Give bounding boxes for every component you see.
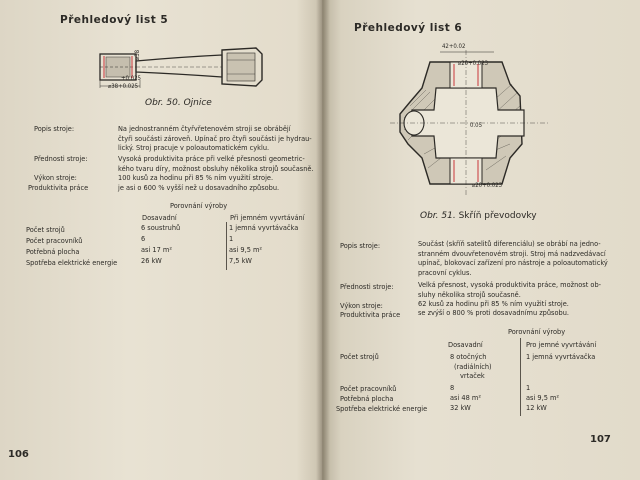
left-label-output: Výkon stroje: [34,174,77,182]
left-text-productivity: je asi o 600 % vyšší než u dosavadního způsobu. [118,184,280,192]
right-text-productivity: se zvýší o 800 % proti dosavadnímu způsobu. [418,309,569,317]
left-text-advantages: Vysoká produktivita práce při velké přesnosti geometric- kého tvaru díry, možnost obsluhy několika strojů současně. [118,155,314,173]
right-comparison-col1: Dosavadní [448,341,483,349]
left-comparison-col2: Při jemném vyvrtávání [230,214,305,222]
dimension-label-bottom: ⌀38+0.025 [108,83,139,90]
right-figure-caption: Obr. 51. Skříň převodovky [420,211,537,221]
left-page-header: Přehledový list 5 [60,14,169,26]
dimension-label-upper-bore: ⌀20+0.023 [458,60,489,67]
right-label-output: Výkon stroje: [340,302,383,310]
right-page-number: 107 [590,434,611,445]
right-text-advantages: Velká přesnost, vysoká produktivita práce, možnost ob- sluhy několika strojů současně. [418,281,602,299]
left-comparison-title: Porovnání výroby [170,202,228,210]
left-page: Přehledový list 5 +0.025 ⌀38 ⌀38+0.025 Obr. 50. Ojnice Popis stroje: Na jednostranném čtyřvřetenovém stroji se obrábějí čtyři součásti zároveň. Upínač pro čtyři součásti je hydrau- lický. Stroj pracuje v poloautomatickém cyklu. Přednosti stroje: Vysoká produktivita práce při velké přesnosti geometric- kého tvaru díry, možnost obsluhy několika strojů současně. Výkon stroje: 100 kusů za hodinu při 85 % ním využití stroje. Produktivita práce je asi o 600 % vyšší než u dosavadního způsobu. Porovnání výroby Dosavadní Při jemném vyvrtávání Počet strojů 6 soustruhů 1 jemná vyvrtávačka Počet pracovníků 6 1 Potřebná plocha asi 17 m² asi 9,5 m² Spotřeba elektrické energie 26 kW 7,5 kW 106 [0,0,322,480]
right-comparison-title: Porovnání výroby [508,328,566,336]
dimension-label-center: 0.05 [470,122,483,129]
left-comparison-col1: Dosavadní [142,214,177,222]
right-page: Přehledový list 6 42+0.02 ⌀20+0.023 0.05 ⌀20+0.023 Obr. 51. Skříň převodovky Popis stroje: Součást (skříň satelitů diferenciálu) se obrábí na jedno- stranném dvouvřetenovém stroji. Stroj má nadzvedávací upínač, blokovací zařízení pro nástroje a poloautomatický pracovní cyklus. Přednosti stroje: Velká přesnost, vysoká produktivita práce, možnost ob- sluhy několika strojů současně. Výkon stroje: 62 kusů za hodinu při 85 % ním využití stroje. Produktivita práce se zvýší o 800 % proti dosavadnímu způsobu. Porovnání výroby Dosavadní Pro jemné vyvrtávání Počet strojů 8 otočných (radiálních) vrtaček 1 jemná vyvrtávačka Počet pracovníků 8 1 Potřebná plocha asi 48 m² asi 9,5 m² Spotřeba elektrické energie 32 kW 12 kW 107 [322,0,640,480]
right-text-output: 62 kusů za hodinu při 85 % ním využití stroje. [418,300,569,308]
left-text-description: Na jednostranném čtyřvřetenovém stroji se obrábějí čtyři součásti zároveň. Upínač pro čtyři součásti je hydrau- lický. Stroj pracuje v poloautomatickém cyklu. [118,125,312,153]
left-page-number: 106 [8,449,29,460]
left-text-output: 100 kusů za hodinu při 85 % ním využití stroje. [118,174,274,182]
left-label-advantages: Přednosti stroje: [34,155,88,163]
right-comparison-divider [520,338,521,416]
book-spine-shadow [316,0,330,480]
right-text-description: Součást (skříň satelitů diferenciálu) se obrábí na jedno- stranném dvouvřetenovém stroji. Stroj má nadzvedávací upínač, blokovací zařízení pro nástroje a poloautomatický pracovní cyklus. [418,240,608,277]
left-label-productivity: Produktivita práce [28,184,89,192]
right-label-productivity: Produktivita práce [340,311,401,319]
dimension-label-mid: ⌀38 [134,49,141,60]
dimension-label-top: 42+0.02 [442,43,466,50]
right-label-advantages: Přednosti stroje: [340,283,394,291]
right-page-header: Přehledový list 6 [354,22,463,34]
left-figure-caption: Obr. 50. Ojnice [145,98,212,108]
left-label-description: Popis stroje: [34,125,75,133]
dimension-label-lower-bore: ⌀20+0.023 [472,182,503,189]
dimension-label-top: +0.025 [121,75,141,82]
left-comparison-divider [226,222,227,270]
right-comparison-col2: Pro jemné vyvrtávání [526,341,597,349]
right-label-description: Popis stroje: [340,242,381,250]
